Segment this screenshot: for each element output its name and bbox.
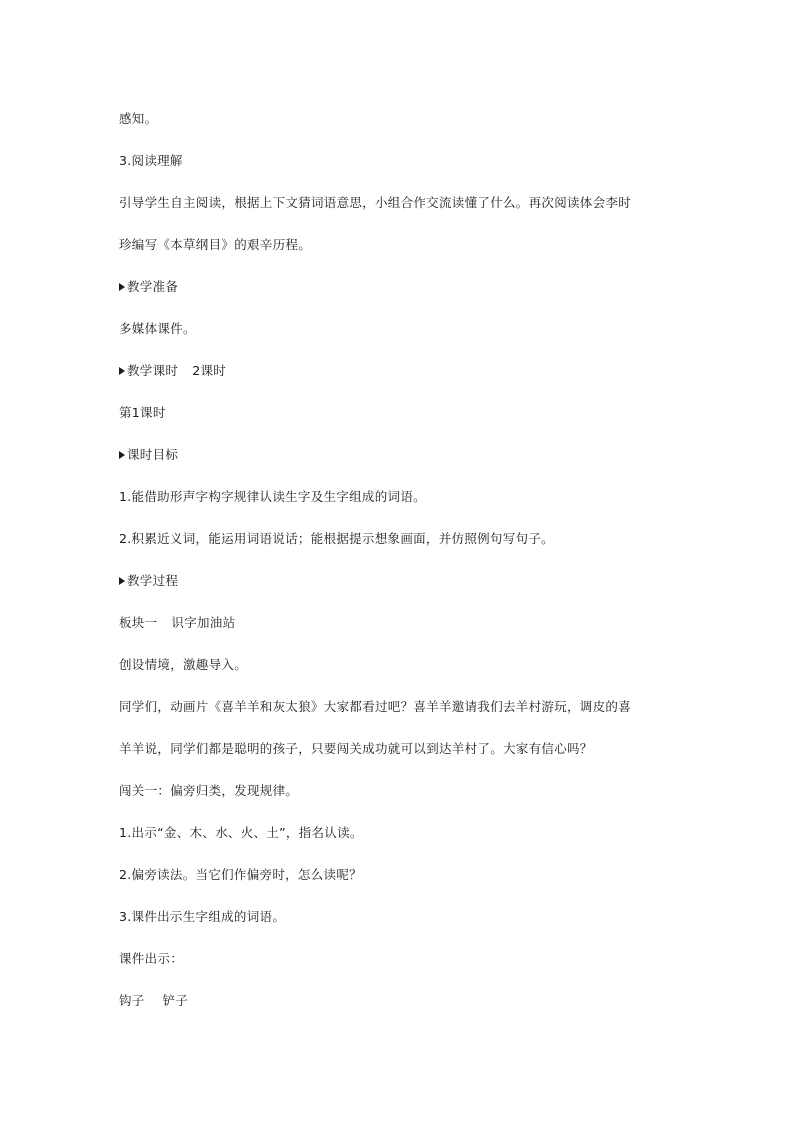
text-line: 创设情境，激趣导入。 — [119, 657, 248, 672]
triangle-bullet-icon — [119, 367, 125, 375]
text-line: 同学们，动画片《喜羊羊和灰太狼》大家都看过吧？喜羊羊邀请我们去羊村游玩，调皮的喜 — [119, 699, 632, 714]
text-line: 第1课时 — [119, 405, 166, 420]
block-label: 板块一 — [119, 615, 158, 630]
text-line — [119, 993, 188, 1009]
text-line: 珍编写《本草纲目》的艰辛历程。 — [119, 237, 312, 252]
section-heading: 3.阅读理解 — [119, 153, 183, 168]
word-item: 钩子 — [119, 993, 145, 1008]
section-heading — [119, 573, 178, 589]
word-item: 铲子 — [162, 993, 189, 1008]
heading-text: 教学过程 — [127, 573, 179, 588]
text-line: 3.课件出示生字组成的词语。 — [119, 909, 286, 924]
text-line: 羊羊说，同学们都是聪明的孩子，只要闯关成功就可以到达羊村了。大家有信心吗？ — [119, 741, 593, 756]
text-line: 1.出示“金、木、水、火、土”，指名认读。 — [119, 825, 363, 840]
text-line: 引导学生自主阅读，根据上下文猜词语意思，小组合作交流读懂了什么。再次阅读体会李时 — [119, 195, 632, 210]
text-line: 2.积累近义词，能运用词语说话；能根据提示想象画面，并仿照例句写句子。 — [119, 531, 554, 546]
triangle-bullet-icon — [119, 451, 125, 459]
section-heading — [119, 447, 178, 463]
text-line: 闯关一：偏旁归类，发现规律。 — [119, 783, 299, 798]
section-heading — [119, 363, 226, 379]
triangle-bullet-icon — [119, 283, 125, 291]
heading-text: 课时目标 — [127, 447, 179, 462]
text-line — [119, 615, 235, 631]
heading-text: 教学课时 — [127, 363, 179, 378]
text-line: 2.偏旁读法。当它们作偏旁时，怎么读呢？ — [119, 867, 362, 882]
block-title: 识字加油站 — [171, 615, 236, 630]
heading-value: 2课时 — [192, 363, 227, 378]
text-line: 感知。 — [119, 111, 158, 126]
text-line: 1.能借助形声字构字规律认读生字及生字组成的词语。 — [119, 489, 426, 504]
heading-text: 教学准备 — [127, 279, 179, 294]
text-line: 多媒体课件。 — [119, 321, 196, 336]
section-heading — [119, 279, 178, 295]
triangle-bullet-icon — [119, 577, 125, 585]
text-line: 课件出示： — [119, 951, 184, 966]
